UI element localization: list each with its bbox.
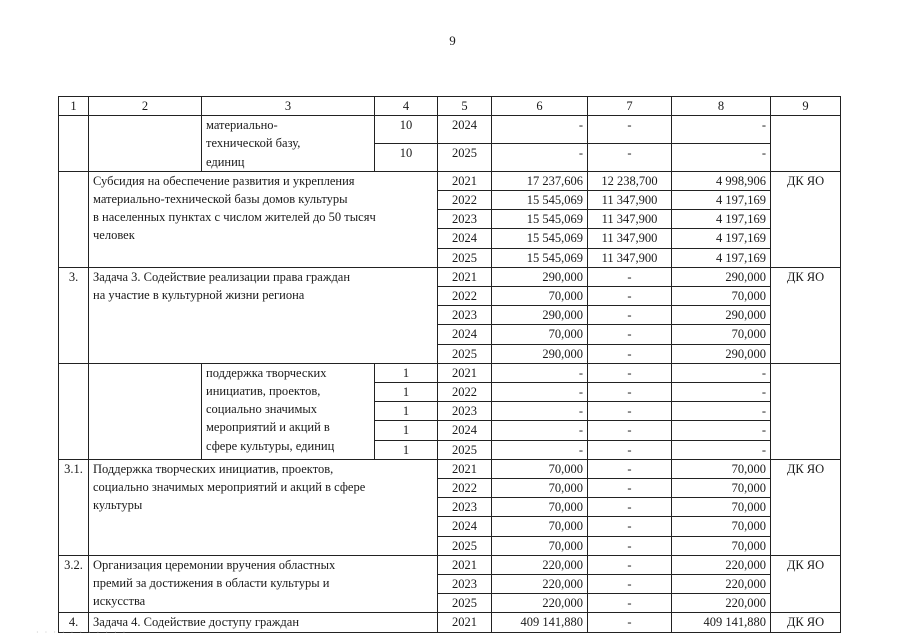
text-line: в населенных пунктах с числом жителей до 50 тысяч [93,210,376,225]
text-line: материально-технической базы домов культуры [93,192,348,207]
task-title [89,459,438,555]
col-header: 4 [375,97,438,116]
col-header: 3 [202,97,375,116]
federal-cell: - [588,363,672,382]
indicator-name [202,363,375,459]
total-cell: - [492,421,588,440]
regional-cell: 4 197,169 [672,210,771,229]
year-cell: 2021 [438,555,492,574]
total-cell: - [492,116,588,144]
federal-cell: - [588,517,672,536]
text-line: социально значимых [206,402,318,417]
indicator-qty: 1 [375,363,438,382]
year-cell: 2021 [438,459,492,478]
column-header-row [59,97,841,116]
executor-cell: ДК ЯО [771,459,841,555]
total-cell: 70,000 [492,287,588,306]
federal-cell: - [588,267,672,286]
num-cell [59,116,89,172]
federal-cell: - [588,613,672,632]
total-cell: - [492,363,588,382]
indicator-qty: 1 [375,440,438,459]
year-cell: 2023 [438,402,492,421]
regional-cell: 290,000 [672,306,771,325]
federal-cell: 11 347,900 [588,191,672,210]
total-cell: 70,000 [492,479,588,498]
year-cell: 2023 [438,306,492,325]
regional-cell: - [672,402,771,421]
year-cell: 2025 [438,344,492,363]
total-cell: 17 237,606 [492,171,588,190]
regional-cell: - [672,440,771,459]
regional-cell: 70,000 [672,325,771,344]
year-cell: 2021 [438,363,492,382]
text-line: Организация церемонии вручения областных [93,557,336,572]
text-line: Субсидия на обеспечение развития и укрепления [93,173,355,188]
text-line: культуры [93,498,143,513]
federal-cell: - [588,325,672,344]
year-cell: 2022 [438,287,492,306]
total-cell: 70,000 [492,536,588,555]
indicator-qty: 10 [375,144,438,172]
regional-cell: - [672,421,771,440]
col-header: 7 [588,97,672,116]
task-title [89,171,438,267]
federal-cell: - [588,575,672,594]
year-cell: 2021 [438,267,492,286]
table-row [59,116,841,144]
year-cell: 2023 [438,210,492,229]
text-line: Задача 3. Содействие реализации права граждан [93,269,351,284]
total-cell: 70,000 [492,517,588,536]
text-line: на участие в культурной жизни региона [93,288,305,303]
executor-cell [771,116,841,172]
text-line: социально значимых мероприятий и акций в сфере [93,480,366,495]
indicator-qty: 1 [375,383,438,402]
year-cell: 2024 [438,325,492,344]
text-line: единиц [206,154,245,169]
text-line: Поддержка творческих инициатив, проектов, [93,461,334,476]
year-cell: 2025 [438,594,492,613]
col-header: 6 [492,97,588,116]
total-cell: - [492,402,588,421]
col-header: 2 [89,97,202,116]
federal-cell: - [588,459,672,478]
col-header: 1 [59,97,89,116]
regional-cell: - [672,116,771,144]
total-cell: 70,000 [492,325,588,344]
executor-cell: ДК ЯО [771,171,841,267]
total-cell: 220,000 [492,594,588,613]
total-cell: 70,000 [492,498,588,517]
total-cell: 15 545,069 [492,210,588,229]
year-cell: 2022 [438,479,492,498]
executor-cell: ДК ЯО [771,613,841,632]
total-cell: - [492,144,588,172]
year-cell: 2024 [438,116,492,144]
regional-cell: 220,000 [672,555,771,574]
text-line: искусства [93,594,146,609]
page-number: 9 [449,33,456,48]
regional-cell: 220,000 [672,575,771,594]
federal-cell: - [588,479,672,498]
federal-cell: - [588,440,672,459]
table-row [59,171,841,190]
year-cell: 2023 [438,498,492,517]
year-cell: 2021 [438,613,492,632]
financing-table [58,96,841,633]
year-cell: 2025 [438,144,492,172]
federal-cell: - [588,594,672,613]
regional-cell: 70,000 [672,479,771,498]
federal-cell: - [588,498,672,517]
regional-cell: 70,000 [672,287,771,306]
year-cell: 2024 [438,517,492,536]
total-cell: 409 141,880 [492,613,588,632]
federal-cell: - [588,536,672,555]
executor-cell: ДК ЯО [771,267,841,363]
federal-cell: - [588,116,672,144]
year-cell: 2022 [438,191,492,210]
total-cell: - [492,383,588,402]
federal-cell: - [588,287,672,306]
total-cell: 70,000 [492,459,588,478]
regional-cell: 220,000 [672,594,771,613]
federal-cell: - [588,144,672,172]
table-row [59,613,841,632]
table-row [59,555,841,574]
scan-artifact: · · · · · · · · · · · [36,628,128,637]
regional-cell: 70,000 [672,459,771,478]
num-cell: 3.2. [59,555,89,613]
num-cell [59,363,89,459]
regional-cell: - [672,144,771,172]
federal-cell: - [588,421,672,440]
regional-cell: 70,000 [672,536,771,555]
indicator-qty: 1 [375,421,438,440]
blank-cell [89,363,202,459]
federal-cell: - [588,402,672,421]
year-cell: 2025 [438,536,492,555]
year-cell: 2021 [438,171,492,190]
indicator-qty: 10 [375,116,438,144]
total-cell: 220,000 [492,555,588,574]
text-line: технической базу, [206,136,301,151]
executor-cell: ДК ЯО [771,555,841,613]
text-line: сфере культуры, единиц [206,438,335,453]
regional-cell: 4 197,169 [672,229,771,248]
regional-cell: 409 141,880 [672,613,771,632]
blank-cell [89,116,202,172]
total-cell: - [492,440,588,459]
regional-cell: 4 998,906 [672,171,771,190]
regional-cell: - [672,363,771,382]
federal-cell: 11 347,900 [588,210,672,229]
regional-cell: 290,000 [672,267,771,286]
year-cell: 2025 [438,248,492,267]
federal-cell: 11 347,900 [588,229,672,248]
text-line: премий за достижения в области культуры и [93,576,330,591]
year-cell: 2025 [438,440,492,459]
total-cell: 290,000 [492,344,588,363]
table-row [59,267,841,286]
total-cell: 290,000 [492,267,588,286]
num-cell: 3. [59,267,89,363]
num-cell: 3.1. [59,459,89,555]
indicator-qty: 1 [375,402,438,421]
regional-cell: 4 197,169 [672,191,771,210]
year-cell: 2024 [438,229,492,248]
total-cell: 15 545,069 [492,191,588,210]
regional-cell: 4 197,169 [672,248,771,267]
task-title: Задача 4. Содействие доступу граждан [89,613,438,632]
total-cell: 15 545,069 [492,229,588,248]
text-line: поддержка творческих [206,365,327,380]
task-title [89,555,438,613]
text-line: материально- [206,118,278,133]
table-row [59,459,841,478]
col-header: 9 [771,97,841,116]
col-header: 5 [438,97,492,116]
regional-cell: 70,000 [672,517,771,536]
total-cell: 290,000 [492,306,588,325]
federal-cell: 12 238,700 [588,171,672,190]
federal-cell: - [588,344,672,363]
num-cell [59,171,89,267]
col-header: 8 [672,97,771,116]
total-cell: 220,000 [492,575,588,594]
regional-cell: 290,000 [672,344,771,363]
task-title [89,267,438,363]
text-line: человек [93,228,135,243]
indicator-name [202,116,375,172]
federal-cell: - [588,555,672,574]
num-cell: 4. [59,613,89,632]
year-cell: 2023 [438,575,492,594]
executor-cell [771,363,841,459]
total-cell: 15 545,069 [492,248,588,267]
federal-cell: - [588,306,672,325]
text-line: мероприятий и акций в [206,420,330,435]
federal-cell: - [588,383,672,402]
regional-cell: 70,000 [672,498,771,517]
regional-cell: - [672,383,771,402]
federal-cell: 11 347,900 [588,248,672,267]
table-row [59,363,841,382]
text-line: инициатив, проектов, [206,384,321,399]
year-cell: 2024 [438,421,492,440]
year-cell: 2022 [438,383,492,402]
